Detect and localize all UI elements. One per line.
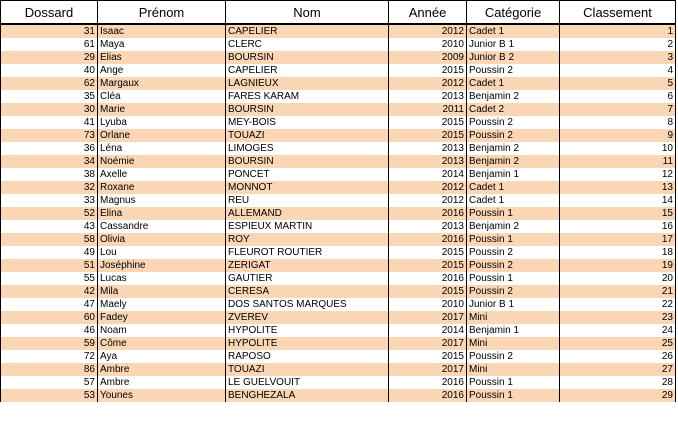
cell-classement: 25 <box>560 337 676 350</box>
header-classement: Classement <box>560 1 676 25</box>
cell-dossard: 30 <box>1 103 98 116</box>
cell-prenom: Léna <box>98 142 226 155</box>
cell-nom: REU <box>226 194 389 207</box>
cell-dossard: 32 <box>1 181 98 194</box>
cell-dossard: 61 <box>1 38 98 51</box>
cell-dossard: 51 <box>1 259 98 272</box>
cell-nom: MEY-BOIS <box>226 116 389 129</box>
table-row <box>1 285 676 298</box>
cell-prenom: Ambre <box>98 376 226 389</box>
header-categorie: Catégorie <box>467 1 560 25</box>
cell-categorie: Mini <box>467 337 560 350</box>
cell-nom: BOURSIN <box>226 103 389 116</box>
cell-dossard: 29 <box>1 51 98 64</box>
cell-categorie: Benjamin 2 <box>467 155 560 168</box>
cell-nom: LE GUELVOUIT <box>226 376 389 389</box>
cell-prenom: Magnus <box>98 194 226 207</box>
cell-nom: MONNOT <box>226 181 389 194</box>
cell-annee: 2012 <box>389 194 467 207</box>
cell-nom: HYPOLITE <box>226 337 389 350</box>
cell-annee: 2016 <box>389 389 467 402</box>
cell-nom: ALLEMAND <box>226 207 389 220</box>
cell-annee: 2015 <box>389 350 467 363</box>
cell-dossard: 47 <box>1 298 98 311</box>
cell-annee: 2014 <box>389 324 467 337</box>
cell-prenom: Orlane <box>98 129 226 142</box>
cell-nom: LAGNIEUX <box>226 77 389 90</box>
table-row <box>1 337 676 350</box>
cell-nom: CAPELIER <box>226 24 389 38</box>
table-row <box>1 324 676 337</box>
cell-classement: 26 <box>560 350 676 363</box>
cell-prenom: Aya <box>98 350 226 363</box>
table-row <box>1 142 676 155</box>
cell-nom: CAPELIER <box>226 64 389 77</box>
cell-annee: 2017 <box>389 311 467 324</box>
cell-annee: 2014 <box>389 168 467 181</box>
cell-categorie: Poussin 1 <box>467 207 560 220</box>
cell-prenom: Noam <box>98 324 226 337</box>
cell-categorie: Cadet 1 <box>467 77 560 90</box>
cell-classement: 6 <box>560 90 676 103</box>
cell-classement: 22 <box>560 298 676 311</box>
cell-prenom: Roxane <box>98 181 226 194</box>
cell-classement: 17 <box>560 233 676 246</box>
cell-nom: CERESA <box>226 285 389 298</box>
cell-annee: 2009 <box>389 51 467 64</box>
cell-classement: 11 <box>560 155 676 168</box>
cell-categorie: Cadet 1 <box>467 194 560 207</box>
table-row <box>1 129 676 142</box>
cell-dossard: 59 <box>1 337 98 350</box>
cell-dossard: 53 <box>1 389 98 402</box>
cell-classement: 21 <box>560 285 676 298</box>
header-annee: Année <box>389 1 467 25</box>
cell-annee: 2010 <box>389 298 467 311</box>
cell-dossard: 38 <box>1 168 98 181</box>
cell-nom: CLERC <box>226 38 389 51</box>
cell-prenom: Joséphine <box>98 259 226 272</box>
cell-prenom: Maely <box>98 298 226 311</box>
cell-prenom: Elias <box>98 51 226 64</box>
cell-classement: 23 <box>560 311 676 324</box>
cell-dossard: 62 <box>1 77 98 90</box>
cell-prenom: Lyuba <box>98 116 226 129</box>
cell-classement: 24 <box>560 324 676 337</box>
cell-classement: 3 <box>560 51 676 64</box>
cell-annee: 2017 <box>389 337 467 350</box>
cell-categorie: Poussin 2 <box>467 285 560 298</box>
cell-nom: BENGHEZALA <box>226 389 389 402</box>
cell-categorie: Junior B 1 <box>467 38 560 51</box>
table-row <box>1 90 676 103</box>
cell-dossard: 52 <box>1 207 98 220</box>
cell-classement: 9 <box>560 129 676 142</box>
cell-annee: 2013 <box>389 155 467 168</box>
cell-annee: 2013 <box>389 90 467 103</box>
cell-prenom: Isaac <box>98 24 226 38</box>
cell-dossard: 36 <box>1 142 98 155</box>
cell-prenom: Ange <box>98 64 226 77</box>
cell-nom: FARES KARAM <box>226 90 389 103</box>
table-row <box>1 207 676 220</box>
cell-annee: 2015 <box>389 246 467 259</box>
cell-categorie: Benjamin 2 <box>467 220 560 233</box>
table-row <box>1 38 676 51</box>
cell-prenom: Mila <box>98 285 226 298</box>
cell-dossard: 34 <box>1 155 98 168</box>
table-row <box>1 194 676 207</box>
cell-categorie: Cadet 2 <box>467 103 560 116</box>
table-header <box>1 1 676 25</box>
cell-categorie: Mini <box>467 311 560 324</box>
table-row <box>1 64 676 77</box>
cell-categorie: Junior B 1 <box>467 298 560 311</box>
cell-categorie: Poussin 1 <box>467 233 560 246</box>
cell-dossard: 55 <box>1 272 98 285</box>
cell-annee: 2010 <box>389 38 467 51</box>
cell-categorie: Benjamin 2 <box>467 90 560 103</box>
table-row <box>1 181 676 194</box>
cell-annee: 2016 <box>389 272 467 285</box>
table-row <box>1 376 676 389</box>
table-row <box>1 220 676 233</box>
cell-categorie: Poussin 2 <box>467 246 560 259</box>
cell-prenom: Fadey <box>98 311 226 324</box>
cell-dossard: 58 <box>1 233 98 246</box>
table-row <box>1 363 676 376</box>
cell-dossard: 73 <box>1 129 98 142</box>
cell-classement: 16 <box>560 220 676 233</box>
cell-categorie: Mini <box>467 363 560 376</box>
cell-prenom: Margaux <box>98 77 226 90</box>
header-prenom: Prénom <box>98 1 226 25</box>
table-row <box>1 24 676 38</box>
cell-categorie: Poussin 2 <box>467 350 560 363</box>
cell-classement: 1 <box>560 24 676 38</box>
table-row <box>1 51 676 64</box>
cell-classement: 10 <box>560 142 676 155</box>
cell-annee: 2015 <box>389 285 467 298</box>
table-row <box>1 311 676 324</box>
cell-nom: PONCET <box>226 168 389 181</box>
cell-classement: 19 <box>560 259 676 272</box>
cell-categorie: Poussin 2 <box>467 129 560 142</box>
cell-classement: 29 <box>560 389 676 402</box>
cell-classement: 7 <box>560 103 676 116</box>
cell-dossard: 49 <box>1 246 98 259</box>
cell-prenom: Côme <box>98 337 226 350</box>
table-row <box>1 155 676 168</box>
cell-annee: 2013 <box>389 142 467 155</box>
cell-annee: 2012 <box>389 181 467 194</box>
cell-annee: 2016 <box>389 376 467 389</box>
header-row <box>1 1 676 25</box>
cell-prenom: Lucas <box>98 272 226 285</box>
header-nom: Nom <box>226 1 389 25</box>
cell-classement: 12 <box>560 168 676 181</box>
cell-annee: 2015 <box>389 129 467 142</box>
cell-categorie: Poussin 2 <box>467 259 560 272</box>
cell-prenom: Cassandre <box>98 220 226 233</box>
cell-prenom: Lou <box>98 246 226 259</box>
cell-categorie: Poussin 1 <box>467 389 560 402</box>
cell-categorie: Benjamin 1 <box>467 168 560 181</box>
cell-classement: 27 <box>560 363 676 376</box>
cell-prenom: Ambre <box>98 363 226 376</box>
table-row <box>1 116 676 129</box>
cell-nom: GAUTIER <box>226 272 389 285</box>
cell-nom: HYPOLITE <box>226 324 389 337</box>
cell-nom: ROY <box>226 233 389 246</box>
cell-categorie: Poussin 2 <box>467 116 560 129</box>
cell-prenom: Olivia <box>98 233 226 246</box>
cell-dossard: 40 <box>1 64 98 77</box>
cell-prenom: Noémie <box>98 155 226 168</box>
header-dossard: Dossard <box>1 1 98 25</box>
cell-prenom: Elina <box>98 207 226 220</box>
cell-classement: 8 <box>560 116 676 129</box>
cell-classement: 15 <box>560 207 676 220</box>
cell-annee: 2015 <box>389 116 467 129</box>
cell-nom: DOS SANTOS MARQUES <box>226 298 389 311</box>
table-row <box>1 350 676 363</box>
cell-classement: 2 <box>560 38 676 51</box>
cell-annee: 2016 <box>389 207 467 220</box>
cell-categorie: Poussin 2 <box>467 64 560 77</box>
table-row <box>1 259 676 272</box>
table-row <box>1 103 676 116</box>
cell-prenom: Axelle <box>98 168 226 181</box>
cell-dossard: 33 <box>1 194 98 207</box>
table-row <box>1 389 676 402</box>
cell-classement: 18 <box>560 246 676 259</box>
cell-categorie: Benjamin 2 <box>467 142 560 155</box>
cell-nom: TOUAZI <box>226 129 389 142</box>
cell-nom: BOURSIN <box>226 51 389 64</box>
cell-dossard: 35 <box>1 90 98 103</box>
cell-annee: 2013 <box>389 220 467 233</box>
cell-nom: BOURSIN <box>226 155 389 168</box>
cell-prenom: Maya <box>98 38 226 51</box>
cell-classement: 20 <box>560 272 676 285</box>
table-row <box>1 168 676 181</box>
cell-annee: 2012 <box>389 24 467 38</box>
cell-nom: LIMOGES <box>226 142 389 155</box>
cell-nom: FLEUROT ROUTIER <box>226 246 389 259</box>
cell-annee: 2015 <box>389 64 467 77</box>
cell-categorie: Cadet 1 <box>467 24 560 38</box>
cell-dossard: 43 <box>1 220 98 233</box>
cell-nom: RAPOSO <box>226 350 389 363</box>
table-row <box>1 246 676 259</box>
cell-classement: 13 <box>560 181 676 194</box>
cell-nom: ZERIGAT <box>226 259 389 272</box>
cell-classement: 4 <box>560 64 676 77</box>
cell-dossard: 41 <box>1 116 98 129</box>
table-row <box>1 77 676 90</box>
cell-nom: ESPIEUX MARTIN <box>226 220 389 233</box>
cell-categorie: Poussin 1 <box>467 272 560 285</box>
table-row <box>1 272 676 285</box>
cell-dossard: 86 <box>1 363 98 376</box>
cell-annee: 2015 <box>389 259 467 272</box>
cell-dossard: 42 <box>1 285 98 298</box>
cell-categorie: Benjamin 1 <box>467 324 560 337</box>
cell-prenom: Younes <box>98 389 226 402</box>
cell-categorie: Poussin 1 <box>467 376 560 389</box>
cell-prenom: Marie <box>98 103 226 116</box>
cell-annee: 2012 <box>389 77 467 90</box>
cell-dossard: 46 <box>1 324 98 337</box>
cell-classement: 14 <box>560 194 676 207</box>
cell-categorie: Cadet 1 <box>467 181 560 194</box>
cell-classement: 5 <box>560 77 676 90</box>
table-row <box>1 298 676 311</box>
cell-prenom: Cléa <box>98 90 226 103</box>
cell-dossard: 72 <box>1 350 98 363</box>
table-row <box>1 233 676 246</box>
cell-annee: 2016 <box>389 233 467 246</box>
cell-dossard: 57 <box>1 376 98 389</box>
table-body <box>1 24 676 402</box>
cell-nom: ZVEREV <box>226 311 389 324</box>
cell-nom: TOUAZI <box>226 363 389 376</box>
cell-annee: 2017 <box>389 363 467 376</box>
cell-classement: 28 <box>560 376 676 389</box>
cell-dossard: 60 <box>1 311 98 324</box>
cell-dossard: 31 <box>1 24 98 38</box>
cell-categorie: Junior B 2 <box>467 51 560 64</box>
cell-annee: 2011 <box>389 103 467 116</box>
